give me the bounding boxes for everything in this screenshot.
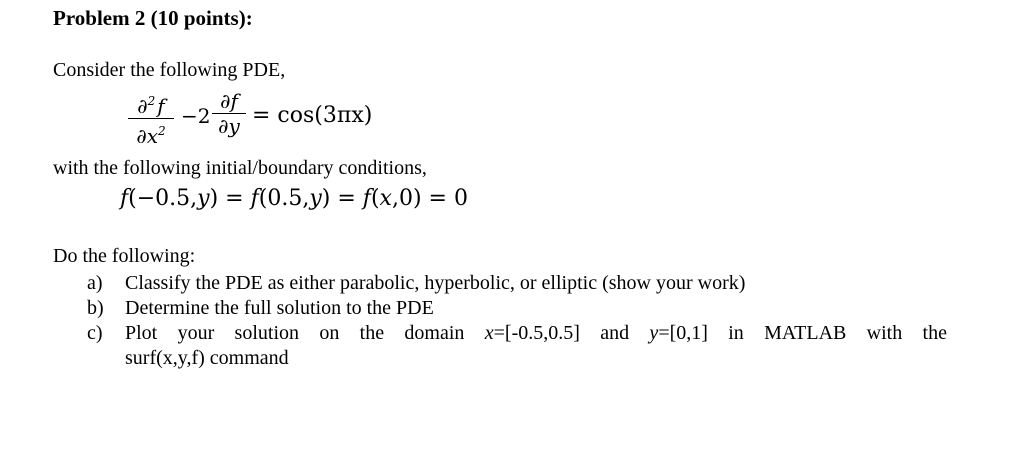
second-derivative-numerator: ∂$^2$ f — [137, 94, 165, 118]
problem-title: Problem 2 (10 points): — [53, 6, 253, 30]
first-derivative-fraction — [212, 90, 246, 137]
task-text: Plot your solution on the domain x=[-0.5,0.5] and y=[0,1] in MATLAB with the — [125, 322, 947, 344]
minus-coefficient: −2 — [181, 104, 211, 128]
task-marker: a) — [87, 272, 103, 294]
first-derivative-numerator: ∂f — [220, 89, 238, 113]
task-text-continued: surf(x,y,f) command — [125, 347, 289, 369]
task-text: Determine the full solution to the PDE — [125, 297, 434, 319]
conditions-intro: with the following initial/boundary conditions, — [53, 157, 427, 179]
instructions-intro: Do the following: — [53, 245, 196, 267]
pde-intro: Consider the following PDE, — [53, 59, 286, 81]
second-derivative-denominator: $\partial x^2$ — [136, 124, 166, 148]
task-item-c — [87, 321, 947, 371]
second-derivative-fraction — [128, 90, 174, 147]
first-derivative-denominator: ∂y — [218, 114, 240, 138]
task-text: Classify the PDE as either parabolic, hyperbolic, or elliptic (show your work) — [125, 272, 746, 294]
fraction-bar — [128, 118, 174, 119]
boundary-conditions: f(−0.5,y) = f(0.5,y) = f(x,0) = 0 — [120, 186, 468, 211]
task-marker: c) — [87, 322, 103, 344]
task-list — [87, 271, 947, 371]
equation-rhs: = cos(3πx) — [252, 103, 373, 128]
task-item-a — [87, 271, 947, 296]
task-item-b — [87, 296, 947, 321]
task-marker: b) — [87, 297, 104, 319]
